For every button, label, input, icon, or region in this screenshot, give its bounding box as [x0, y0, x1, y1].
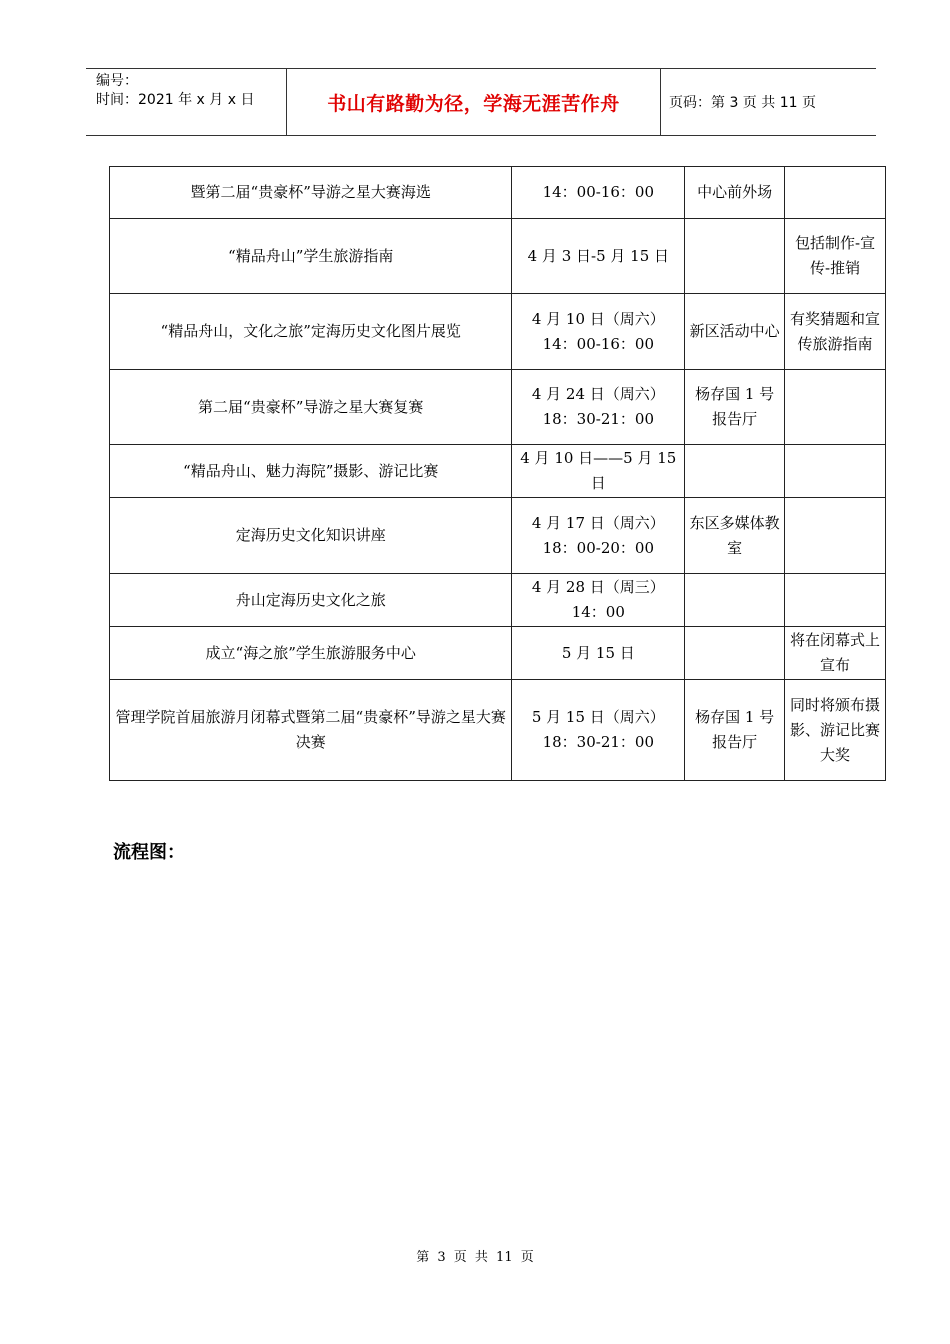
event-place-cell: [685, 574, 785, 627]
schedule-row: [110, 627, 886, 680]
event-name-cell: 暨第二届“贵豪杯”导游之星大赛海选: [110, 167, 512, 219]
event-time-cell: 14：00-16：00: [512, 167, 685, 219]
event-note-cell: [785, 498, 886, 574]
schedule-row: [110, 167, 886, 219]
event-note-cell: 同时将颁布摄影、游记比赛大奖: [785, 680, 886, 781]
event-place-cell: 杨存国 1 号报告厅: [685, 370, 785, 445]
event-place-cell: 东区多媒体教室: [685, 498, 785, 574]
flowchart-label: 流程图：: [113, 842, 185, 863]
event-place-cell: [685, 445, 785, 498]
event-name-cell: “精品舟山、魅力海院”摄影、游记比赛: [110, 445, 512, 498]
event-time-cell: 4 月 24 日（周六）18：30-21：00: [512, 370, 685, 445]
schedule-row: [110, 574, 886, 627]
schedule-row: [110, 294, 886, 370]
schedule-row: [110, 445, 886, 498]
event-time-cell: 4 月 17 日（周六）18：00-20：00: [512, 498, 685, 574]
event-note-cell: [785, 574, 886, 627]
schedule-row: [110, 370, 886, 445]
number-label: 编号：: [96, 73, 138, 89]
event-place-cell: 中心前外场: [685, 167, 785, 219]
event-note-cell: 有奖猜题和宣传旅游指南: [785, 294, 886, 370]
page-footer: 第 3 页 共 11 页: [416, 1250, 534, 1265]
event-note-cell: 将在闭幕式上宣布: [785, 627, 886, 680]
schedule-row: [110, 498, 886, 574]
event-name-cell: 成立“海之旅”学生旅游服务中心: [110, 627, 512, 680]
event-name-cell: “精品舟山，文化之旅”定海历史文化图片展览: [110, 294, 512, 370]
page-header: [86, 68, 876, 136]
event-name-cell: 管理学院首届旅游月闭幕式暨第二届“贵豪杯”导游之星大赛决赛: [110, 680, 512, 781]
event-name-cell: “精品舟山”学生旅游指南: [110, 219, 512, 294]
schedule-body: [110, 167, 886, 781]
schedule-table: [109, 166, 886, 781]
header-motto: 书山有路勤为径，学海无涯苦作舟: [287, 69, 661, 135]
event-time-cell: 4 月 10 日——5 月 15 日: [512, 445, 685, 498]
event-time-cell: 5 月 15 日（周六）18：30-21：00: [512, 680, 685, 781]
event-name-cell: 舟山定海历史文化之旅: [110, 574, 512, 627]
header-page-info: 页码：第 3 页 共 11 页: [669, 95, 816, 111]
event-time-cell: 4 月 10 日（周六）14：00-16：00: [512, 294, 685, 370]
event-name-cell: 第二届“贵豪杯”导游之星大赛复赛: [110, 370, 512, 445]
event-note-cell: [785, 445, 886, 498]
event-place-cell: [685, 219, 785, 294]
date-line: 时间：2021 年 x 月 x 日: [96, 92, 255, 108]
event-time-cell: 4 月 3 日-5 月 15 日: [512, 219, 685, 294]
event-place-cell: 杨存国 1 号报告厅: [685, 680, 785, 781]
event-time-cell: 4 月 28 日（周三）14：00: [512, 574, 685, 627]
event-note-cell: 包括制作-宣传-推销: [785, 219, 886, 294]
event-name-cell: 定海历史文化知识讲座: [110, 498, 512, 574]
header-meta: [86, 69, 287, 135]
event-note-cell: [785, 370, 886, 445]
event-place-cell: [685, 627, 785, 680]
schedule-row: [110, 219, 886, 294]
event-note-cell: [785, 167, 886, 219]
event-place-cell: 新区活动中心: [685, 294, 785, 370]
schedule-row: [110, 680, 886, 781]
event-time-cell: 5 月 15 日: [512, 627, 685, 680]
